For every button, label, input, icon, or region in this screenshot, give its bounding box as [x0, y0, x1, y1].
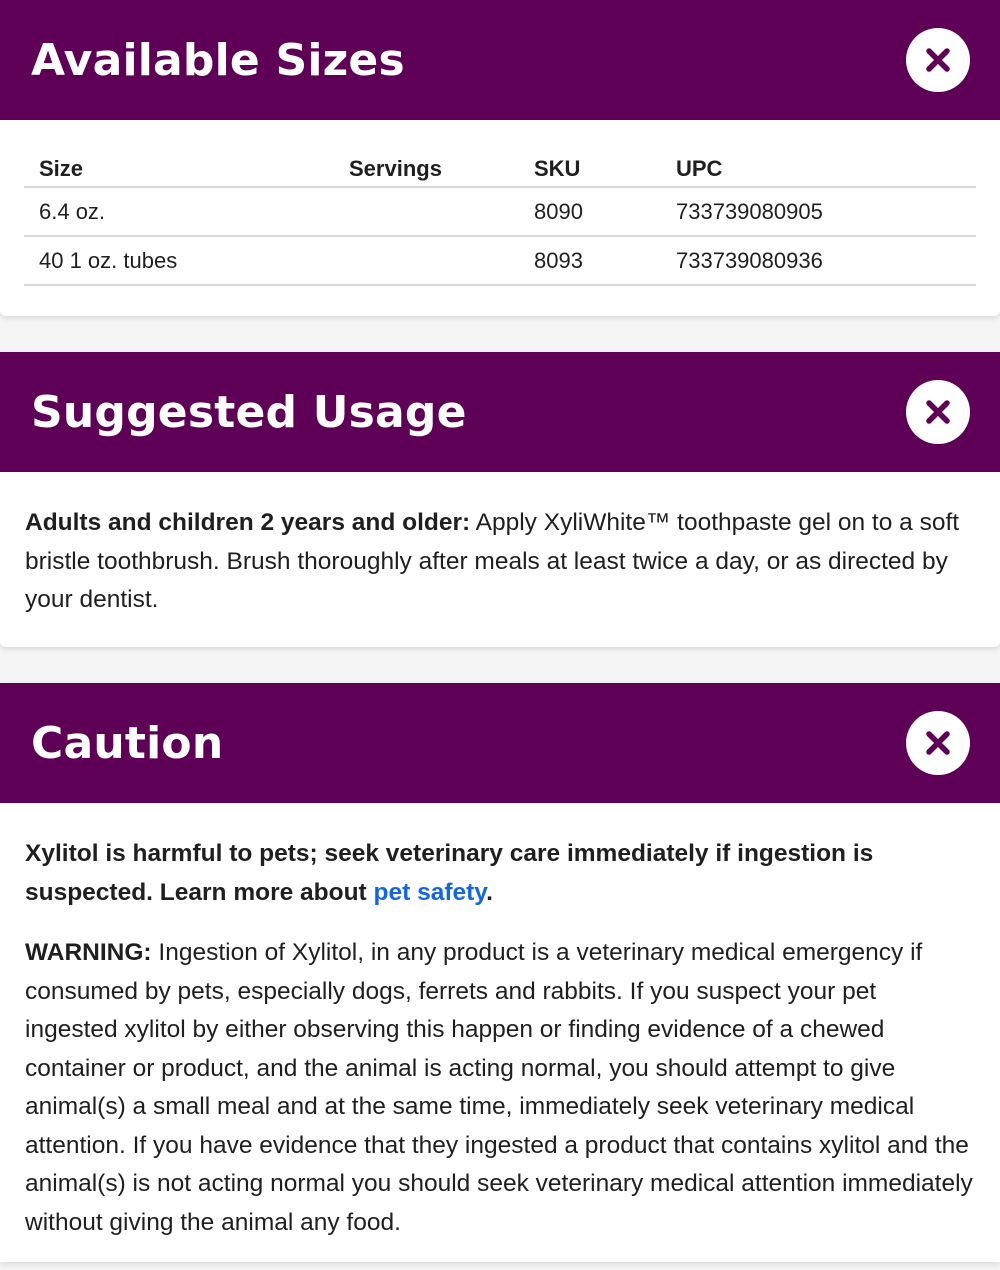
- caution-header[interactable]: [0, 683, 1000, 803]
- close-icon: [925, 730, 951, 756]
- table-row: [24, 187, 976, 236]
- cell-sku: 8090: [519, 187, 661, 236]
- usage-paragraph: [25, 504, 975, 620]
- table-row: [24, 236, 976, 285]
- suggested-usage-title: Suggested Usage: [31, 386, 467, 438]
- available-sizes-card: [0, 0, 1000, 316]
- caution-title: Caution: [31, 717, 224, 769]
- column-header-servings: Servings: [349, 156, 442, 181]
- pet-notice: [25, 835, 975, 912]
- pet-notice-text: Xylitol is harmful to pets; seek veterinary care immediately if ingestion is suspected. Learn more about: [25, 840, 874, 906]
- cell-upc: 733739080905: [661, 187, 976, 236]
- suggested-usage-header[interactable]: [0, 352, 1000, 472]
- warning-paragraph: [25, 934, 975, 1242]
- table-header-row: [24, 150, 976, 187]
- cell-upc: 733739080936: [661, 236, 976, 285]
- suggested-usage-card: [0, 352, 1000, 647]
- suggested-usage-body: [0, 472, 1000, 648]
- cell-size: 6.4 oz.: [24, 187, 334, 236]
- sizes-table: [24, 150, 976, 286]
- pet-safety-link[interactable]: pet safety: [373, 878, 487, 906]
- caution-card: [0, 683, 1000, 1262]
- available-sizes-close-button[interactable]: [906, 28, 970, 92]
- suggested-usage-close-button[interactable]: [906, 380, 970, 444]
- cell-size: 40 1 oz. tubes: [24, 236, 334, 285]
- warning-text: Ingestion of Xylitol, in any product is a veterinary medical emergency if consumed by pets, especially dogs, ferrets and rabbits. If you suspect your pet ingested xylitol by either observing this happen or finding evidence of a chewed container or product, and the animal is acting normal, you should attempt to give animal(s) a small meal and at the same time, immediately seek veterinary medical attention. If you have evidence that they ingested a product that contains xylitol and the animal(s) is not acting normal you should seek veterinary medical attention immediately without giving the animal any food.: [25, 939, 973, 1236]
- cell-sku: 8093: [519, 236, 661, 285]
- available-sizes-title: Available Sizes: [31, 34, 405, 86]
- cell-servings: [334, 236, 519, 285]
- pet-notice-end: .: [486, 878, 493, 906]
- available-sizes-header[interactable]: [0, 0, 1000, 120]
- usage-text: Apply XyliWhite™ toothpaste gel on to a soft bristle toothbrush. Brush thoroughly after meals at least twice a day, or as directed by your dentist.: [25, 509, 960, 613]
- close-icon: [925, 399, 951, 425]
- close-icon: [925, 47, 951, 73]
- caution-close-button[interactable]: [906, 711, 970, 775]
- usage-lead: Adults and children 2 years and older:: [25, 509, 471, 536]
- column-header-sku: SKU: [534, 156, 581, 181]
- caution-body: [0, 803, 1000, 1270]
- cell-servings: [334, 187, 519, 236]
- column-header-size: Size: [39, 156, 84, 181]
- warning-lead: WARNING:: [25, 939, 152, 966]
- column-header-upc: UPC: [676, 156, 723, 181]
